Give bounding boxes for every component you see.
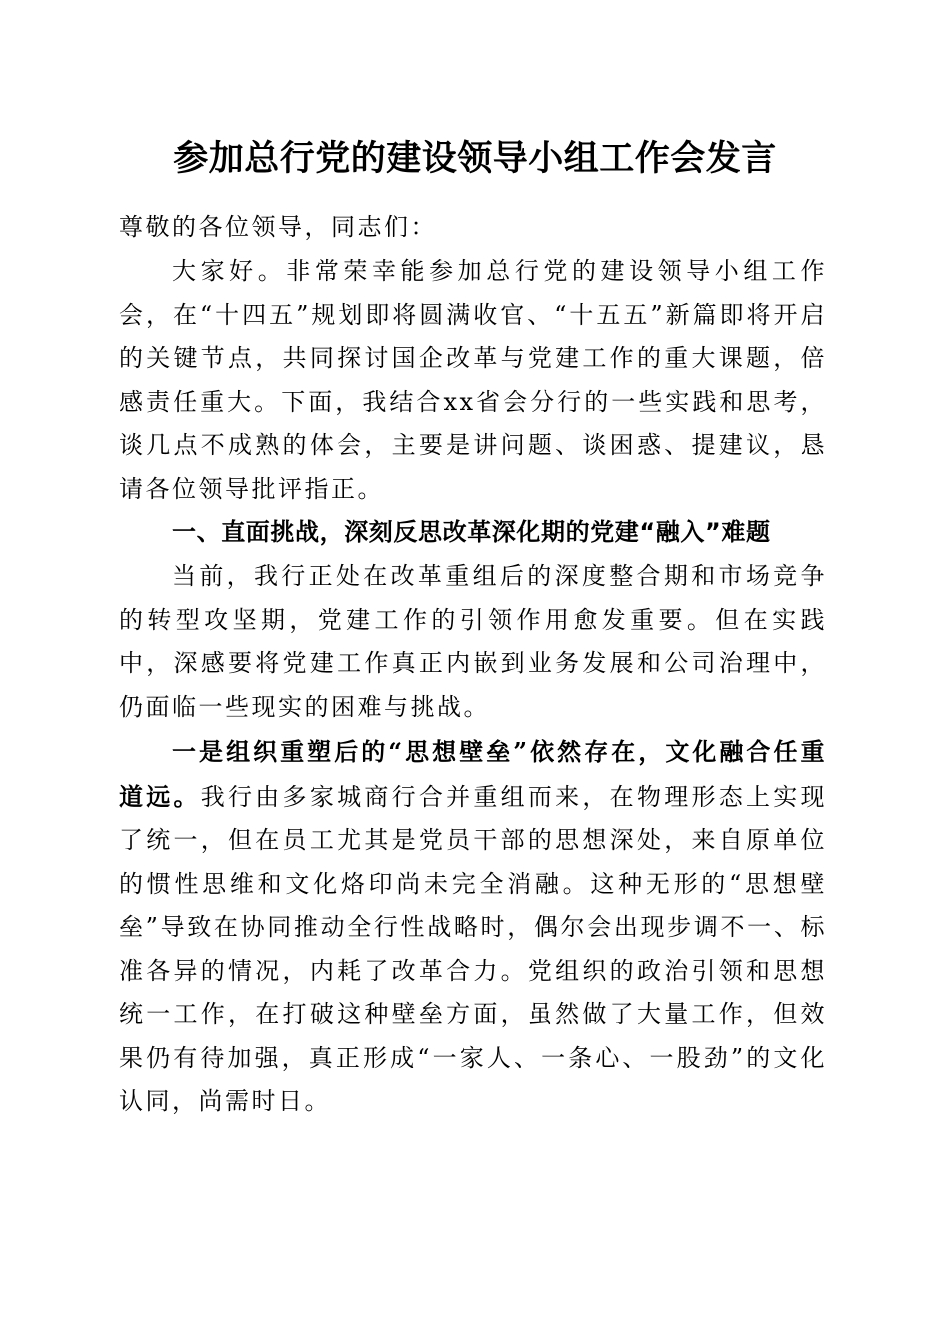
paragraph-point-one-lead: 一是组织重塑后的“思想壁垒”依然存在，文化融合任重道远。 xyxy=(119,737,827,811)
salutation: 尊敬的各位领导，同志们： xyxy=(119,213,437,241)
paragraph-point-one xyxy=(119,730,827,1124)
paragraph-current-situation: 当前，我行正处在改革重组后的深度整合期和市场竞争的转型攻坚期，党建工作的引领作用愈发重要。但在实践中，深感要将党建工作真正内嵌到业务发展和公司治理中，仍面临一些现实的困难与挑战。 xyxy=(119,562,827,721)
section-heading-1: 一、直面挑战，深刻反思改革深化期的党建“融入”难题 xyxy=(172,518,771,546)
document-title: 参加总行党的建设领导小组工作会发言 xyxy=(173,138,777,179)
paragraph-opening: 大家好。非常荣幸能参加总行党的建设领导小组工作会，在“十四五”规划即将圆满收官、“十五五”新篇即将开启的关键节点，共同探讨国企改革与党建工作的重大课题，倍感责任重大。下面，我结合xx省会分行的一些实践和思考，谈几点不成熟的体会，主要是讲问题、谈困惑、提建议，恳请各位领导批评指正。 xyxy=(119,257,827,503)
paragraph-point-one-body: 我行由多家城商行合并重组而来，在物理形态上实现了统一，但在员工尤其是党员干部的思想深处，来自原单位的惯性思维和文化烙印尚未完全消融。这种无形的“思想壁垒”导致在协同推动全行性战略时，偶尔会出现步调不一、标准各异的情况，内耗了改革合力。党组织的政治引领和思想统一工作，在打破这种壁垒方面，虽然做了大量工作，但效果仍有待加强，真正形成“一家人、一条心、一股劲”的文化认同，尚需时日。 xyxy=(119,782,827,1115)
